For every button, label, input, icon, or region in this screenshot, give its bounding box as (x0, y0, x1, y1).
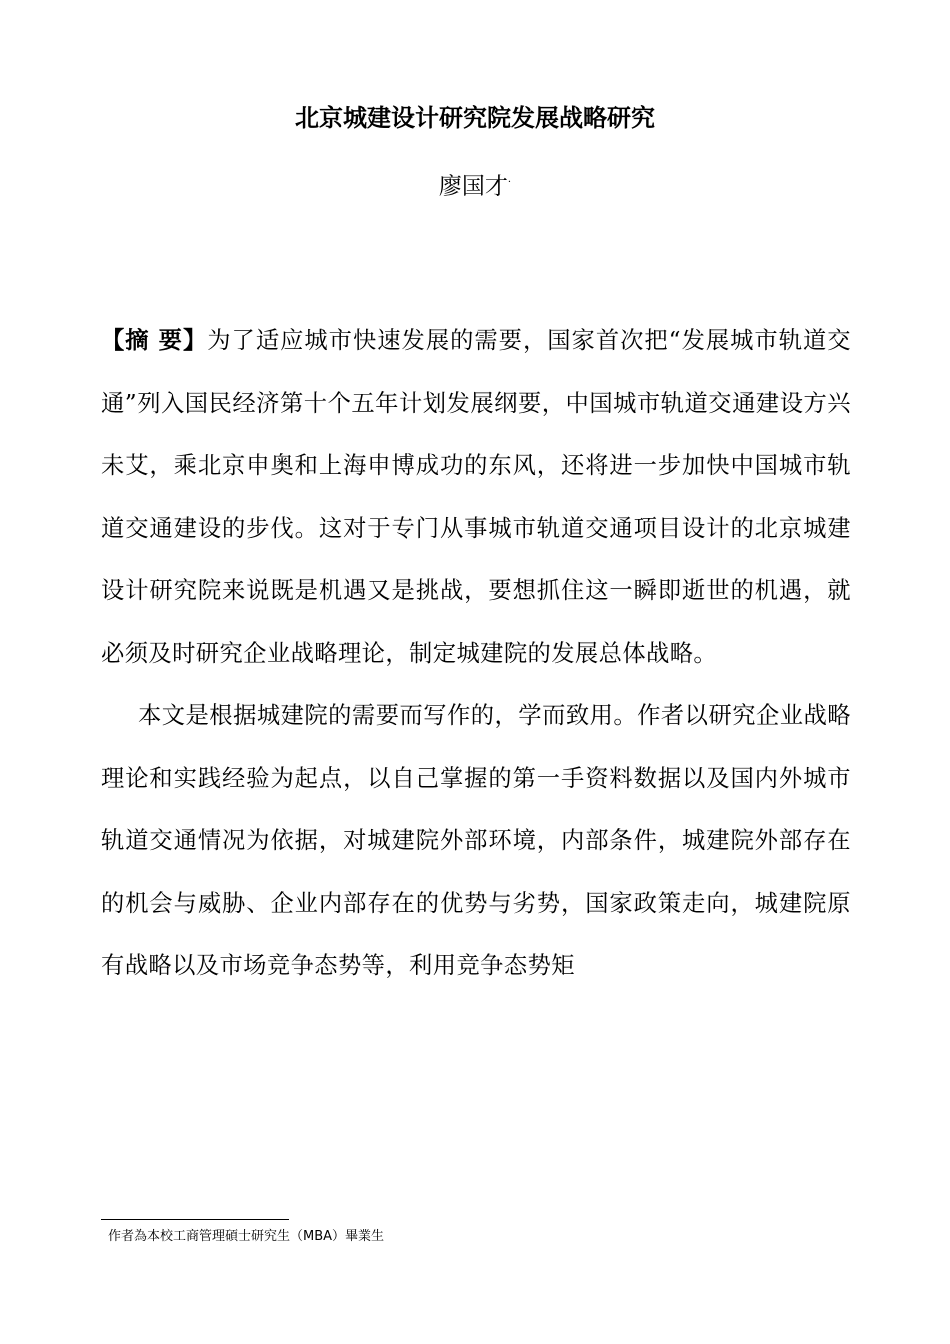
paper-title: 北京城建设计研究院发展战略研究 (295, 104, 655, 132)
footnote-divider (101, 1219, 289, 1220)
abstract-paragraph (101, 310, 851, 685)
abstract-text: 为了适应城市快速发展的需要，国家首次把“发展城市轨道交通”列入国民经济第十个五年计划发展纲要，中国城市轨道交通建设方兴未艾，乘北京申奥和上海申博成功的东风，还将进一步加快中国城市轨道交通建设的步伐。这对于专门从事城市轨道交通项目设计的北京城建设计研究院来说既是机遇又是挑战，要想抓住这一瞬即逝世的机遇，就必须及时研究企业战略理论，制定城建院的发展总体战略。 (101, 327, 851, 667)
footnote-marker: · (507, 177, 512, 188)
body-text (101, 310, 851, 998)
body-paragraph-2: 本文是根据城建院的需要而写作的，学而致用。作者以研究企业战略理论和实践经验为起点，以自己掌握的第一手资料数据以及国内外城市轨道交通情况为依据，对城建院外部环境，内部条件，城建院外部存在的机会与威胁、企业内部存在的优势与劣势，国家政策走向，城建院原有战略以及市场竞争态势等，利用竞争态势矩 (101, 702, 851, 979)
abstract-label: 【摘 要】 (101, 327, 208, 354)
author-line (0, 166, 950, 204)
footnote-text: 作者為本校工商管理碩士研究生（MBA）畢業生 (108, 1229, 385, 1244)
author-name: 廖国才 (438, 173, 508, 200)
